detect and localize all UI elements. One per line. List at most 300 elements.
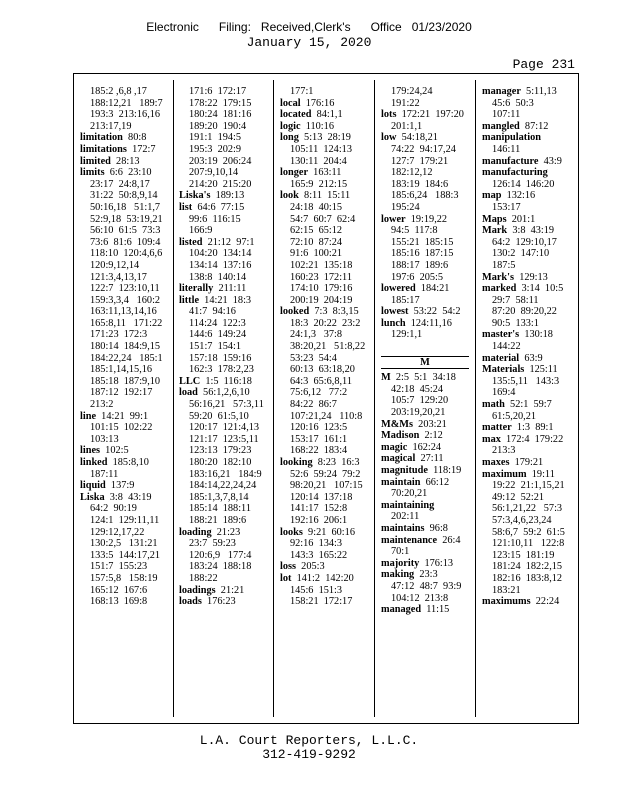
page-line-refs: 130:2 147:10 bbox=[492, 248, 550, 260]
page-line-refs: 189:13 bbox=[210, 190, 245, 202]
page-line-refs: 126:14 146:20 bbox=[492, 178, 555, 190]
page-line-refs: 23:7 59:23 bbox=[189, 538, 236, 550]
page-line-refs: 90:5 133:1 bbox=[492, 317, 539, 329]
page-line-refs: 130:2,5 131:21 bbox=[90, 538, 158, 550]
page-line-refs: 102:5 bbox=[100, 445, 129, 457]
page-line-refs: 87:12 bbox=[519, 120, 549, 132]
page-line-refs: 181:24 182:2,15 bbox=[492, 561, 563, 573]
page-line-refs: 191:22 bbox=[391, 97, 420, 109]
index-word: map bbox=[482, 190, 502, 202]
page-line-refs: 163:11 bbox=[308, 167, 342, 179]
section-letter-header: M bbox=[381, 356, 469, 370]
page-line-refs: 72:10 87:24 bbox=[290, 236, 343, 248]
page-line-refs: 56:1,21,22 57:3 bbox=[492, 503, 563, 515]
index-word: little bbox=[179, 294, 200, 306]
page-line-refs: 19:22 21:1,15,21 bbox=[492, 480, 565, 492]
page-line-refs: 153:17 161:1 bbox=[290, 433, 348, 445]
index-entry bbox=[381, 419, 469, 431]
index-frame bbox=[73, 73, 579, 724]
index-word: Maps bbox=[482, 213, 507, 225]
page-line-refs: 5:11,13 bbox=[520, 86, 557, 97]
page-line-refs: 80:8 bbox=[122, 132, 147, 144]
column-divider bbox=[475, 80, 476, 717]
page-line-refs: 183:21 bbox=[492, 584, 521, 596]
index-entry bbox=[482, 214, 570, 226]
page-line-refs: 14:21 99:1 bbox=[96, 410, 149, 422]
page-line-refs: 3:14 10:5 bbox=[516, 283, 564, 295]
page-line-refs: 29:7 58:11 bbox=[492, 294, 539, 306]
index-word: local bbox=[280, 97, 301, 109]
index-word: lowest bbox=[381, 306, 409, 318]
index-word: lots bbox=[381, 109, 397, 121]
page-line-refs: 8:23 16:3 bbox=[312, 457, 360, 468]
page-line-refs: 143:3 165:22 bbox=[290, 549, 348, 561]
page-line-refs: 56:10 61:5 73:3 bbox=[90, 225, 161, 237]
page-line-refs: 134:14 137:16 bbox=[189, 259, 252, 271]
page-line-refs: 165:8,11 171:22 bbox=[90, 317, 163, 329]
page-line-refs: 7:3 8:3,15 bbox=[309, 306, 359, 318]
index-word: manufacture bbox=[482, 155, 539, 167]
index-word: Mark bbox=[482, 225, 508, 237]
page-line-refs: 22:24 bbox=[530, 596, 560, 608]
page-line-refs: 58:6,7 59:2 61:5 bbox=[492, 526, 565, 538]
page-line-refs: 74:22 94:17,24 bbox=[391, 143, 456, 155]
page-line-refs: 171:23 172:3 bbox=[90, 329, 148, 341]
page-line-refs: 203:19 206:24 bbox=[189, 155, 252, 167]
index-entry bbox=[482, 156, 570, 168]
index-word: maintains bbox=[381, 522, 425, 534]
page-line-refs: 188:22 bbox=[189, 572, 218, 584]
page-line-refs: 105:11 124:13 bbox=[290, 143, 352, 155]
page-line-refs: 124:1 129:11,11 bbox=[90, 514, 160, 526]
page-line-refs: 160:23 172:11 bbox=[290, 271, 352, 283]
page-line-refs: 183:19 184:6 bbox=[391, 178, 449, 190]
page-line-refs: 56:1,2,6,10 bbox=[197, 387, 250, 399]
page-line-refs: 92:16 134:3 bbox=[290, 538, 343, 550]
page-line-refs: 165:9 212:15 bbox=[290, 178, 348, 190]
page-line-refs: 171:6 172:17 bbox=[189, 86, 247, 97]
page-line-refs: 21:12 97:1 bbox=[202, 236, 255, 248]
index-entry bbox=[280, 306, 368, 318]
page-line-refs: 178:22 179:15 bbox=[189, 97, 252, 109]
index-word: looks bbox=[280, 526, 303, 538]
index-entry bbox=[179, 527, 267, 539]
index-column-4 bbox=[381, 86, 469, 616]
index-entry bbox=[80, 132, 168, 144]
page-line-refs: 87:20 89:20,22 bbox=[492, 306, 557, 318]
index-column-2 bbox=[179, 86, 267, 608]
index-entry bbox=[381, 477, 469, 489]
page-line-refs: 151:7 155:23 bbox=[90, 561, 148, 573]
page-line-refs: 96:8 bbox=[424, 522, 448, 534]
page-line-refs: 43:9 bbox=[538, 155, 562, 167]
page-line-refs: 180:24 181:16 bbox=[189, 109, 252, 121]
page-line-refs: 59:20 61:5,10 bbox=[189, 410, 249, 422]
page-line-refs: 203:21 bbox=[413, 418, 447, 430]
page-line-refs: 177:1 bbox=[290, 86, 314, 97]
page-line-refs: 157:5,8 158:19 bbox=[90, 572, 158, 584]
index-word: liquid bbox=[80, 480, 106, 492]
index-entry bbox=[280, 190, 368, 202]
page-line-refs: 176:16 bbox=[300, 97, 335, 109]
index-word: M&Ms bbox=[381, 418, 414, 430]
page-line-refs: 188:17 189:6 bbox=[391, 259, 449, 271]
page-line-refs: 132:16 bbox=[501, 190, 536, 202]
page-line-refs: 49:12 52:21 bbox=[492, 491, 545, 503]
index-entry bbox=[482, 121, 570, 133]
page-line-refs: 104:12 213:8 bbox=[391, 592, 449, 604]
page-line-refs: 102:21 135:18 bbox=[290, 259, 353, 271]
index-entry bbox=[179, 596, 267, 608]
index-entry bbox=[80, 156, 168, 168]
index-entry bbox=[381, 453, 469, 465]
index-word: long bbox=[280, 132, 299, 144]
page-line-refs: 52:6 59:24 79:2 bbox=[290, 468, 361, 480]
index-entry bbox=[179, 237, 267, 249]
page-line-refs: 183:16,21 184:9 bbox=[189, 468, 262, 480]
index-word: magic bbox=[381, 441, 408, 453]
index-column-3 bbox=[280, 86, 368, 608]
page-line-refs: 118:19 bbox=[427, 465, 462, 476]
page-line-refs: 114:24 122:3 bbox=[189, 317, 246, 329]
page-line-refs: 182:12,12 bbox=[391, 167, 433, 179]
index-word: lines bbox=[80, 445, 101, 457]
index-word: low bbox=[381, 132, 397, 144]
page-line-refs: 118:10 120:4,6,6 bbox=[90, 248, 163, 260]
page-line-refs: 182:16 183:8,12 bbox=[492, 572, 563, 584]
index-word: maintain bbox=[381, 476, 421, 488]
index-word: manufacturing bbox=[482, 167, 548, 179]
page-line-refs: 155:21 185:15 bbox=[391, 236, 454, 248]
index-word: loads bbox=[179, 596, 202, 608]
index-entry bbox=[280, 457, 368, 469]
index-entry bbox=[80, 480, 168, 492]
index-entry bbox=[179, 376, 267, 388]
page-line-refs: 197:6 205:5 bbox=[391, 271, 444, 283]
index-entry bbox=[381, 442, 469, 454]
page-line-refs: 187:5 bbox=[492, 259, 516, 271]
page-line-refs: 18:3 20:22 23:2 bbox=[290, 317, 361, 329]
page-line-refs: 64:2 129:10,17 bbox=[492, 236, 557, 248]
page-line-refs: 188:21 189:6 bbox=[189, 514, 247, 526]
page-line-refs: 107:11 bbox=[492, 109, 521, 121]
page-line-refs: 185:2 ,6,8 ,17 bbox=[90, 86, 147, 97]
page-line-refs: 56:16,21 57:3,11 bbox=[189, 399, 264, 411]
index-entry bbox=[80, 492, 168, 504]
page-line-refs: 153:17 bbox=[492, 201, 521, 213]
index-entry bbox=[381, 500, 469, 512]
page-line-refs: 213:3 bbox=[492, 445, 516, 457]
page-line-refs: 120:9,12,14 bbox=[90, 259, 140, 271]
page-line-refs: 129:1,1 bbox=[391, 329, 423, 341]
index-word: Madison bbox=[381, 430, 420, 442]
index-entry bbox=[482, 434, 570, 446]
index-entry bbox=[381, 535, 469, 547]
page-line-refs: 165:12 167:6 bbox=[90, 584, 148, 596]
page-line-refs: 201:1,1 bbox=[391, 120, 423, 132]
page-line-refs: 1:3 89:1 bbox=[511, 422, 554, 434]
index-word: located bbox=[280, 109, 312, 121]
page-line-refs: 120:14 137:18 bbox=[290, 491, 353, 503]
index-word: maxes bbox=[482, 457, 510, 468]
page-line-refs: 172:7 bbox=[126, 143, 156, 155]
index-entry bbox=[280, 132, 368, 144]
page-line-refs: 129:13 bbox=[514, 271, 548, 283]
page-line-refs: 180:20 182:10 bbox=[189, 457, 252, 468]
page-line-refs: 3:8 43:19 bbox=[507, 225, 555, 237]
page-line-refs: 27:11 bbox=[415, 453, 444, 465]
index-word: line bbox=[80, 410, 97, 422]
index-word: loading bbox=[179, 526, 212, 538]
reporter-company: L.A. Court Reporters, L.L.C. bbox=[199, 733, 419, 748]
page-line-refs: 174:10 179:16 bbox=[290, 283, 353, 295]
page-line-refs: 31:22 50:8,9,14 bbox=[90, 190, 158, 202]
page-line-refs: 121:10,11 122:8 bbox=[492, 538, 565, 550]
page-line-refs: 24:18 40:15 bbox=[290, 201, 343, 213]
page-line-refs: 168:22 183:4 bbox=[290, 445, 348, 457]
index-entry bbox=[179, 295, 267, 307]
index-word: M bbox=[381, 372, 391, 384]
index-entry bbox=[280, 527, 368, 539]
column-divider bbox=[374, 80, 375, 717]
page-line-refs: 184:21 bbox=[415, 283, 450, 295]
page-line-refs: 137:9 bbox=[105, 480, 135, 492]
page-line-refs: 103:13 bbox=[90, 433, 119, 445]
page-line-refs: 61:5,20,21 bbox=[492, 410, 537, 422]
index-entry bbox=[381, 109, 469, 121]
page-line-refs: 138:8 140:14 bbox=[189, 271, 247, 283]
index-entry bbox=[179, 283, 267, 295]
page-line-refs: 130:11 204:4 bbox=[290, 155, 347, 167]
page-line-refs: 151:7 154:1 bbox=[189, 341, 242, 353]
page-line-refs: 54:7 60:7 62:4 bbox=[290, 213, 356, 225]
page-line-refs: 84:1,1 bbox=[311, 109, 343, 121]
page-line-refs: 189:20 190:4 bbox=[189, 120, 247, 132]
page-line-refs: 101:15 102:22 bbox=[90, 422, 153, 434]
page-line-refs: 185:16 187:15 bbox=[391, 248, 454, 260]
page-line-refs: 62:15 65:12 bbox=[290, 225, 343, 237]
index-entry bbox=[280, 573, 368, 585]
page-line-refs: 200:19 204:19 bbox=[290, 294, 353, 306]
page-line-refs: 193:3 213:16,16 bbox=[90, 109, 161, 121]
index-word: maintaining bbox=[381, 499, 435, 511]
index-entry bbox=[280, 109, 368, 121]
page-line-refs: 6:6 23:10 bbox=[104, 167, 152, 179]
index-entry bbox=[482, 353, 570, 365]
page-line-refs: 129:12,17,22 bbox=[90, 526, 145, 538]
index-word: limits bbox=[80, 167, 105, 179]
page-line-refs: 50:16,18 51:1,7 bbox=[90, 201, 161, 213]
page-line-refs: 1:5 116:18 bbox=[200, 375, 252, 387]
page-line-refs: 64:6 77:15 bbox=[192, 201, 245, 213]
index-word: master's bbox=[482, 329, 520, 341]
index-entry bbox=[179, 190, 267, 202]
page-line-refs: 124:11,16 bbox=[405, 317, 452, 329]
page-line-refs: 5:13 28:19 bbox=[298, 132, 351, 144]
page-line-refs: 184:14,22,24,24 bbox=[189, 480, 257, 492]
index-column-1 bbox=[80, 86, 168, 608]
page-line-refs: 185:8,10 bbox=[107, 457, 149, 468]
page-line-refs: 179:21 bbox=[509, 457, 544, 468]
page-line-refs: 121:3,4,13,17 bbox=[90, 271, 147, 283]
index-entry bbox=[80, 144, 168, 156]
index-entry bbox=[482, 167, 570, 179]
column-divider bbox=[273, 80, 274, 717]
index-word: list bbox=[179, 201, 193, 213]
page-line-refs: 70:1 bbox=[391, 546, 410, 558]
page-line-refs: 24:1,3 37:8 bbox=[290, 329, 343, 341]
index-word: linked bbox=[80, 457, 108, 468]
page-line-refs: 184:22,24 185:1 bbox=[90, 352, 163, 364]
page-line-refs: 73:6 81:6 109:4 bbox=[90, 236, 161, 248]
page-line-refs: 70:20,21 bbox=[391, 488, 428, 500]
page-line-refs: 203:19,20,21 bbox=[391, 407, 446, 419]
page-line-refs: 144:6 149:24 bbox=[189, 329, 247, 341]
page-line-refs: 185:18 187:9,10 bbox=[90, 375, 161, 387]
index-entry bbox=[381, 430, 469, 442]
page-line-refs: 19:11 bbox=[526, 468, 555, 480]
index-entry bbox=[381, 523, 469, 535]
page-line-refs: 19:19,22 bbox=[405, 213, 448, 225]
page-line-refs: 98:20,21 107:15 bbox=[290, 480, 363, 492]
index-word: making bbox=[381, 569, 415, 581]
page-line-refs: 45:6 50:3 bbox=[492, 97, 534, 109]
page-line-refs: 47:12 48:7 93:9 bbox=[391, 580, 462, 592]
index-entry bbox=[381, 132, 469, 144]
index-word: looking bbox=[280, 457, 313, 468]
index-word: looked bbox=[280, 306, 310, 318]
page-line-refs: 123:15 181:19 bbox=[492, 549, 555, 561]
page-line-refs: 185:6,24 188:3 bbox=[391, 190, 459, 202]
page-line-refs: 162:24 bbox=[407, 441, 442, 453]
index-word: lower bbox=[381, 213, 406, 225]
page-line-refs: 105:7 129:20 bbox=[391, 395, 449, 407]
index-word: maximum bbox=[482, 468, 527, 480]
page-line-refs: 187:11 bbox=[90, 468, 119, 480]
index-entry bbox=[80, 445, 168, 457]
index-entry bbox=[482, 399, 570, 411]
index-entry bbox=[482, 272, 570, 284]
index-entry bbox=[482, 422, 570, 434]
page-line-refs: 23:17 24:8,17 bbox=[90, 178, 150, 190]
index-entry bbox=[381, 214, 469, 226]
page-line-refs: 28:13 bbox=[110, 155, 140, 167]
page-line-refs: 213:2 bbox=[90, 399, 114, 411]
page-line-refs: 183:24 188:18 bbox=[189, 561, 252, 573]
index-entry bbox=[80, 411, 168, 423]
page-line-refs: 64:2 90:19 bbox=[90, 503, 137, 515]
page-line-refs: 38:20,21 51:8,22 bbox=[290, 341, 366, 353]
page-line-refs: 75:6,12 77:2 bbox=[290, 387, 348, 399]
index-word: matter bbox=[482, 422, 512, 434]
page-line-refs: 163:11,13,14,16 bbox=[90, 306, 157, 318]
page-line-refs: 179:24,24 bbox=[391, 86, 433, 97]
page-line-refs: 64:3 65:6,8,11 bbox=[290, 375, 352, 387]
page-line-refs: 110:16 bbox=[300, 120, 334, 132]
index-word: loadings bbox=[179, 584, 216, 596]
index-entry bbox=[381, 569, 469, 581]
page-line-refs: 207:9,10,14 bbox=[189, 167, 239, 179]
page-line-refs bbox=[381, 341, 469, 353]
page-line-refs: 14:21 18:3 bbox=[199, 294, 252, 306]
page-line-refs: 135:5,11 143:3 bbox=[492, 375, 560, 387]
page-line-refs: 166:9 bbox=[189, 225, 213, 237]
page-line-refs: 195:24 bbox=[391, 201, 420, 213]
page-line-refs: 172:21 197:20 bbox=[396, 109, 464, 121]
index-entry bbox=[381, 558, 469, 570]
filing-stamp: Electronic Filing: Received,Clerk's Office 01/23/2020 bbox=[146, 20, 472, 34]
page-line-refs: 41:7 94:16 bbox=[189, 306, 236, 318]
page-line-refs: 185:1,14,15,16 bbox=[90, 364, 153, 376]
index-entry bbox=[179, 585, 267, 597]
page-line-refs: 188:12,21 189:7 bbox=[90, 97, 163, 109]
index-entry bbox=[381, 465, 469, 477]
index-entry bbox=[280, 98, 368, 110]
index-word: manager bbox=[482, 86, 521, 97]
index-word: loss bbox=[280, 561, 297, 573]
page-line-refs: 8:11 15:11 bbox=[298, 190, 351, 202]
index-entry bbox=[482, 132, 570, 144]
page-line-refs: 54:18,21 bbox=[396, 132, 438, 144]
index-entry bbox=[482, 596, 570, 608]
page-line-refs: 162:3 178:2,23 bbox=[189, 364, 254, 376]
page-line-refs: 214:20 215:20 bbox=[189, 178, 252, 190]
index-entry bbox=[381, 318, 469, 330]
page-line-refs: 120:16 123:5 bbox=[290, 422, 348, 434]
page-line-refs: 202:11 bbox=[391, 511, 420, 523]
page-line-refs: 133:5 144:17,21 bbox=[90, 549, 161, 561]
index-entry bbox=[179, 387, 267, 399]
index-word: marked bbox=[482, 283, 517, 295]
page-line-refs: 23:3 bbox=[414, 569, 438, 581]
index-word: magnitude bbox=[381, 465, 428, 476]
page-line-refs: 180:14 184:9,15 bbox=[90, 341, 161, 353]
index-word: lunch bbox=[381, 317, 406, 329]
index-word: Materials bbox=[482, 364, 525, 376]
page-line-refs: 107:21,24 110:8 bbox=[290, 410, 363, 422]
page-line-refs: 60:13 63:18,20 bbox=[290, 364, 355, 376]
page-line-refs: 127:7 179:21 bbox=[391, 155, 449, 167]
page-line-refs: 3:8 43:19 bbox=[104, 491, 152, 503]
index-word: Liska's bbox=[179, 190, 211, 202]
index-entry bbox=[280, 167, 368, 179]
index-word: lot bbox=[280, 572, 292, 584]
index-word: literally bbox=[179, 283, 214, 295]
index-word: listed bbox=[179, 236, 203, 248]
page-line-refs: 125:11 bbox=[524, 364, 558, 376]
page-line-refs: 11:15 bbox=[421, 604, 450, 616]
page-line-refs: 21:21 bbox=[215, 584, 245, 596]
page-line-refs: 141:2 142:20 bbox=[291, 572, 354, 584]
index-entry bbox=[381, 306, 469, 318]
index-entry bbox=[482, 225, 570, 237]
index-word: max bbox=[482, 433, 501, 445]
index-word: magical bbox=[381, 453, 416, 465]
page-line-refs: 53:23 54:4 bbox=[290, 352, 337, 364]
reporter-phone: 312-419-9292 bbox=[262, 747, 356, 762]
page-line-refs: 145:6 151:3 bbox=[290, 584, 343, 596]
page-line-refs: 57:3,4,6,23,24 bbox=[492, 514, 552, 526]
index-entry bbox=[482, 457, 570, 469]
column-divider bbox=[173, 80, 174, 717]
page-line-refs: 144:22 bbox=[492, 341, 521, 353]
page-line-refs: 146:11 bbox=[492, 143, 521, 155]
index-word: logic bbox=[280, 120, 301, 132]
index-word: majority bbox=[381, 557, 420, 569]
page-line-refs: 172:4 179:22 bbox=[500, 433, 564, 445]
page-line-refs: 176:13 bbox=[419, 557, 454, 569]
index-word: Mark's bbox=[482, 271, 515, 283]
